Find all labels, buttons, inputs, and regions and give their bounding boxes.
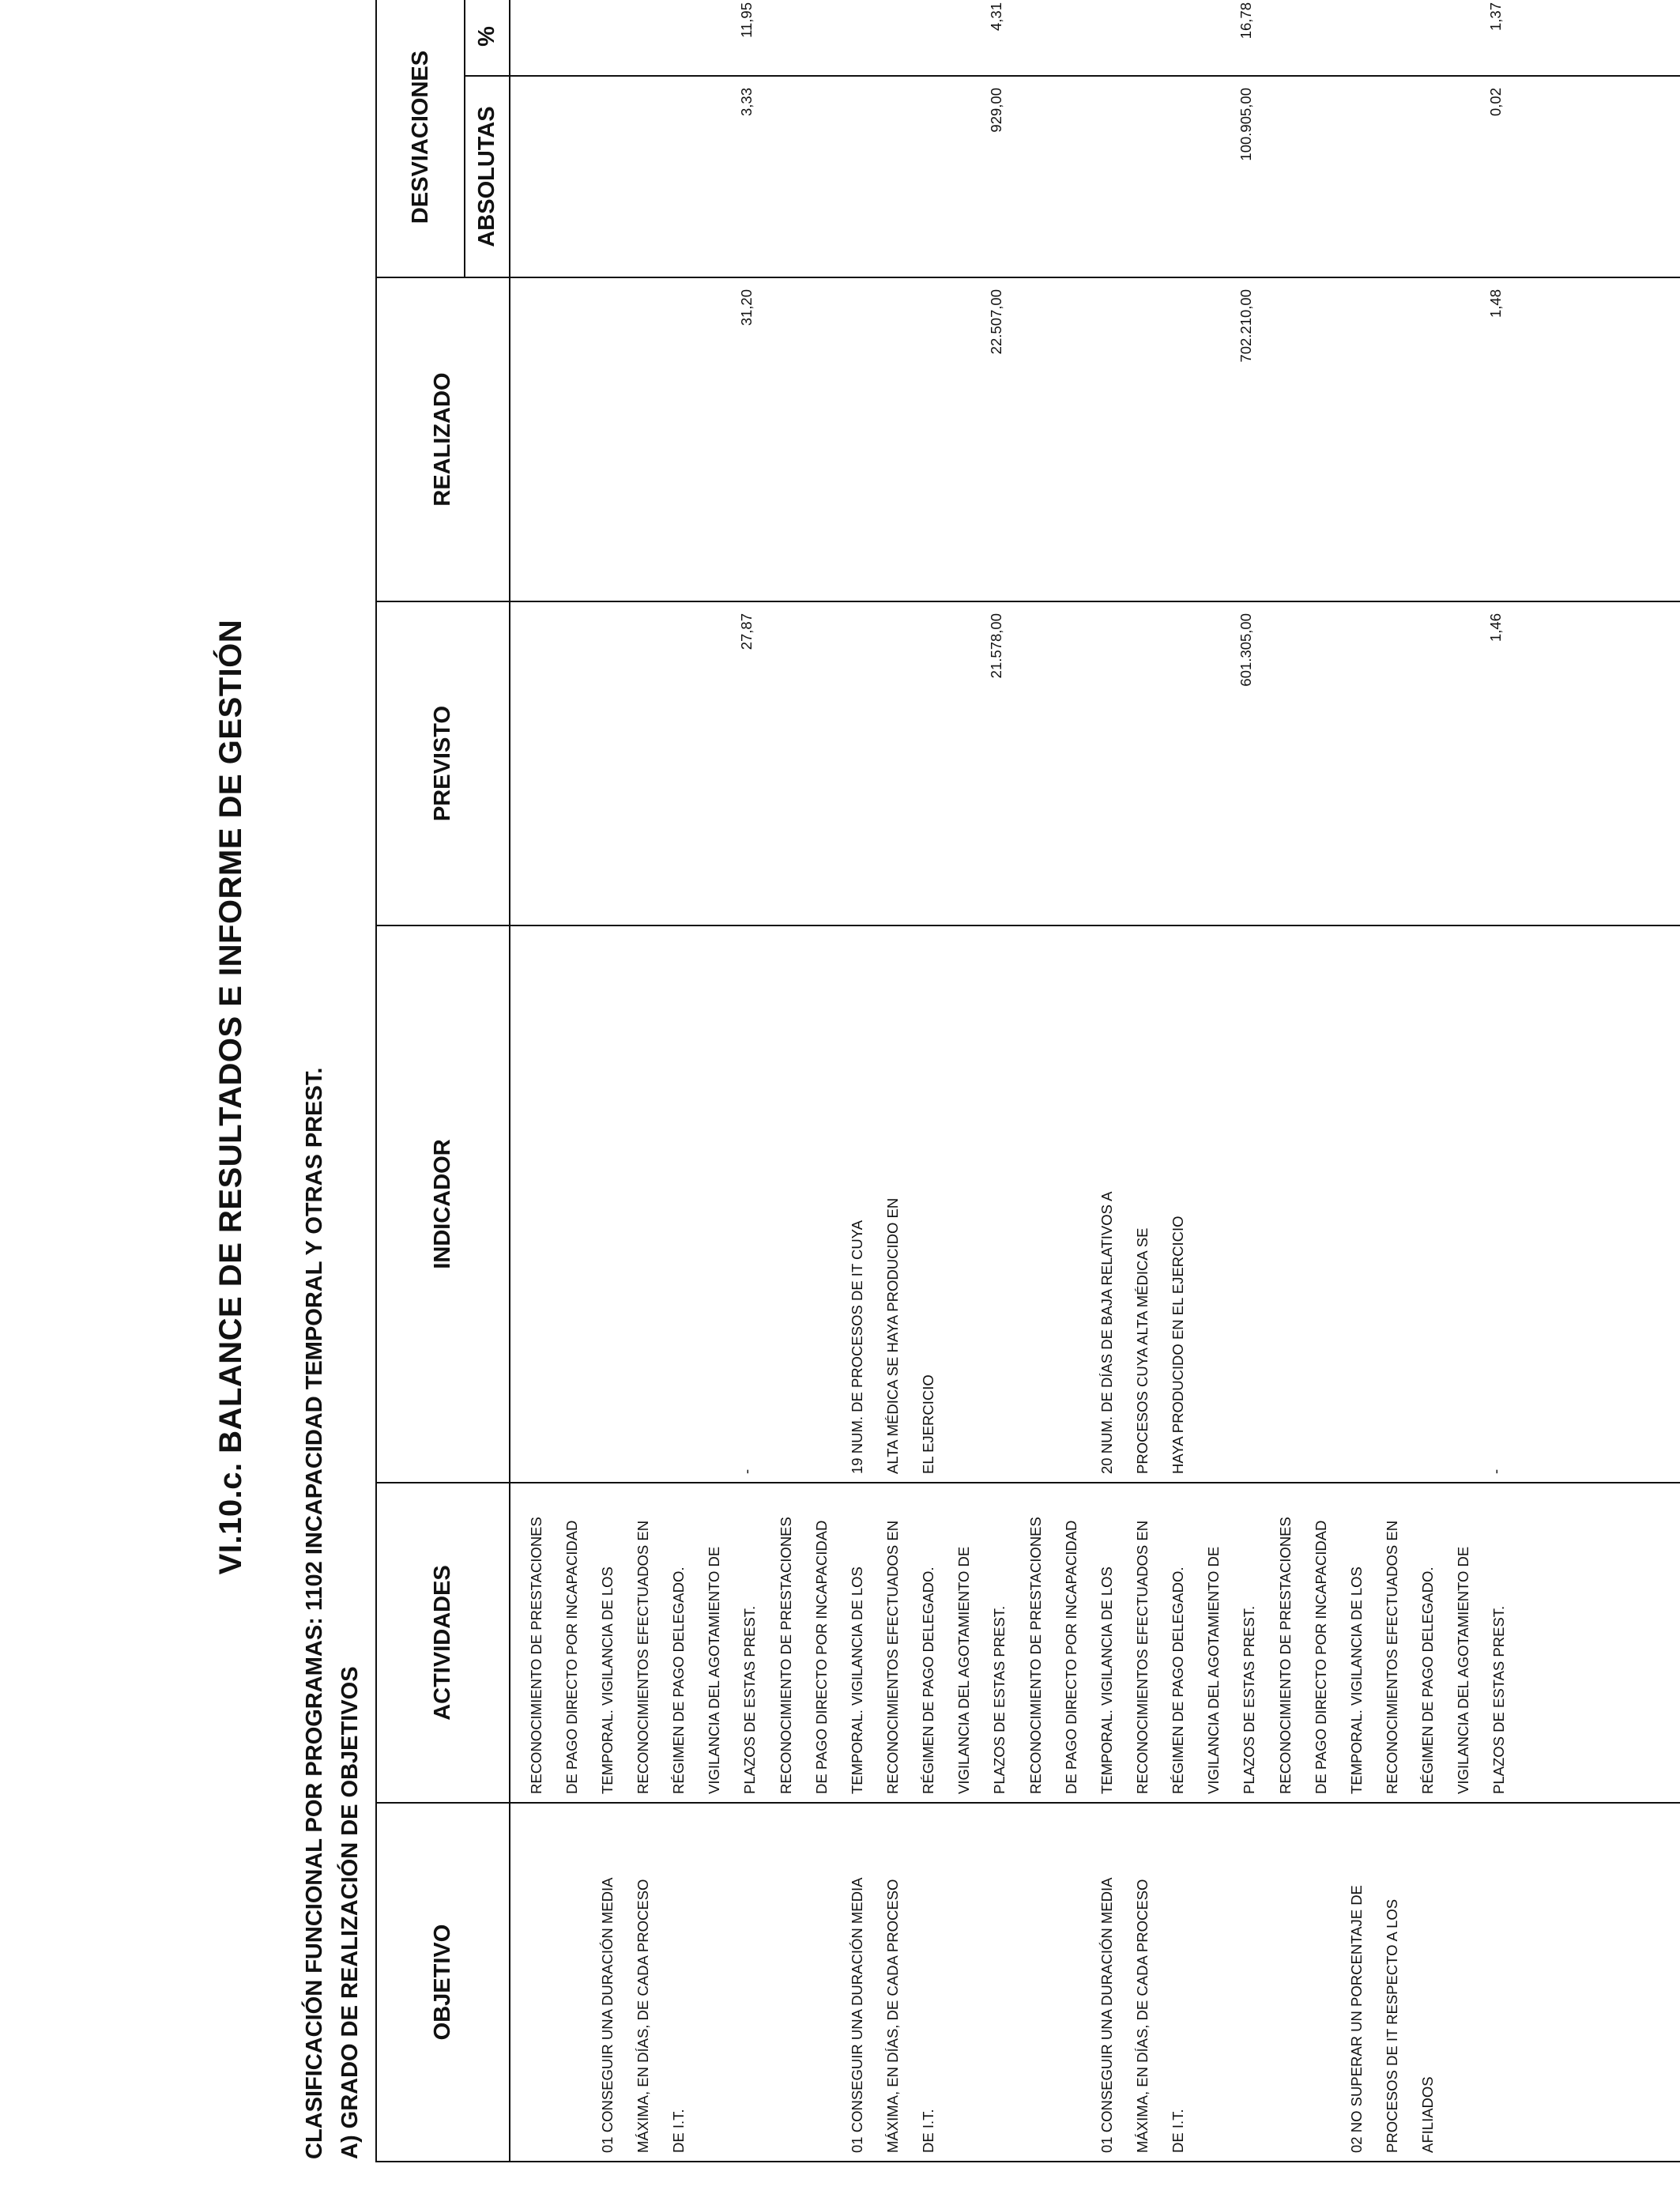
header-realizado: REALIZADO: [376, 277, 510, 601]
indicador-cell: 19 NUM. DE PROCESOS DE IT CUYA ALTA MÉDICA SE HAYA PRODUCIDO EN EL EJERCICIO: [849, 1197, 936, 1474]
realizado-value: 22.507,00: [988, 289, 1004, 355]
realizado-column: [510, 277, 1680, 601]
absolutas-value: 100.905,00: [1237, 88, 1254, 161]
porcentaje-column: [510, 0, 1680, 76]
header-objetivo: OBJETIVO: [376, 1803, 510, 2162]
previsto-value: 601.305,00: [1237, 613, 1254, 687]
actividades-cell: RECONOCIMIENTO DE PRESTACIONES DE PAGO DIRECTO POR INCAPACIDAD TEMPORAL. VIGILANCIA DE LOS RECONOCIMIENTOS EFECTUADOS EN RÉGIMEN DE PAGO DELEGADO. VIGILANCIA DEL AGOTAMIENTO DE PLAZOS DE ESTAS PREST.: [1277, 1517, 1507, 1794]
objetivo-cell: 01 CONSEGUIR UNA DURACIÓN MEDIA MÁXIMA, EN DÍAS, DE CADA PROCESO DE I.T.: [849, 1877, 936, 2153]
porcentaje-value: 1,37: [1487, 2, 1504, 31]
header-desviaciones: DESVIACIONES: [376, 0, 465, 277]
objetivo-column: [510, 1803, 1680, 2162]
objetivo-cell: 01 CONSEGUIR UNA DURACIÓN MEDIA MÁXIMA, EN DÍAS, DE CADA PROCESO DE I.T.: [1098, 1877, 1186, 2153]
indicador-cell: 20 NUM. DE DÍAS DE BAJA RELATIVOS A PROCESOS CUYA ALTA MÉDICA SE HAYA PRODUCIDO EN EL EJERCICIO: [1098, 1191, 1186, 1474]
objetivo-cell: 02 NO SUPERAR UN PORCENTAJE DE PROCESOS DE IT RESPECTO A LOS AFILIADOS: [1348, 1885, 1436, 2153]
objectives-table: [375, 0, 1680, 2162]
actividades-cell: RECONOCIMIENTO DE PRESTACIONES DE PAGO DIRECTO POR INCAPACIDAD TEMPORAL. VIGILANCIA DE LOS RECONOCIMIENTOS EFECTUADOS EN RÉGIMEN DE PAGO DELEGADO. VIGILANCIA DEL AGOTAMIENTO DE PLAZOS DE ESTAS PREST.: [778, 1517, 1008, 1794]
indicador-dash: -: [738, 1468, 755, 1474]
porcentaje-value: 11,95: [738, 2, 755, 38]
header-absolutas: ABSOLUTAS: [465, 76, 510, 277]
previsto-value: 21.578,00: [988, 613, 1004, 679]
realizado-value: 702.210,00: [1237, 289, 1254, 363]
indicador-cell: [1268, 931, 1517, 1474]
header-indicador: INDICADOR: [376, 925, 510, 1483]
actividades-cell: RECONOCIMIENTO DE PRESTACIONES DE PAGO DIRECTO POR INCAPACIDAD TEMPORAL. VIGILANCIA DE LOS RECONOCIMIENTOS EFECTUADOS EN RÉGIMEN DE PAGO DELEGADO. VIGILANCIA DEL AGOTAMIENTO DE PLAZOS DE ESTAS PREST.: [1027, 1517, 1257, 1794]
porcentaje-value: 16,78: [1237, 2, 1254, 40]
indicador-dash: -: [1487, 1468, 1504, 1474]
absolutas-value: 929,00: [988, 88, 1004, 133]
absolutas-column: [510, 76, 1680, 277]
realizado-value: 1,48: [1487, 289, 1504, 319]
absolutas-value: 0,02: [1487, 88, 1504, 117]
realizado-value: 31,20: [738, 289, 755, 326]
previsto-column: [510, 601, 1680, 925]
absolutas-value: 3,33: [738, 88, 755, 117]
table-body: [510, 0, 1680, 2162]
header-actividades: ACTIVIDADES: [376, 1483, 510, 1803]
actividades-cell: RECONOCIMIENTO DE PRESTACIONES DE PAGO DIRECTO POR INCAPACIDAD TEMPORAL. VIGILANCIA DE LOS RECONOCIMIENTOS EFECTUADOS EN RÉGIMEN DE PAGO DELEGADO. VIGILANCIA DEL AGOTAMIENTO DE PLAZOS DE ESTAS PREST.: [528, 1517, 758, 1794]
section-heading: A) GRADO DE REALIZACIÓN DE OBJETIVOS: [337, 1666, 363, 2159]
program-classification: CLASIFICACIÓN FUNCIONAL POR PROGRAMAS: 1102 INCAPACIDAD TEMPORAL Y OTRAS PREST.: [302, 1067, 327, 2159]
porcentaje-value: 4,31: [988, 2, 1004, 31]
header-previsto: PREVISTO: [376, 601, 510, 925]
actividades-column: [510, 1483, 1680, 1803]
indicador-column: [510, 925, 1680, 1483]
header-porcentaje: %: [465, 0, 510, 76]
previsto-value: 1,46: [1487, 613, 1504, 643]
objetivo-cell: 01 CONSEGUIR UNA DURACIÓN MEDIA MÁXIMA, EN DÍAS, DE CADA PROCESO DE I.T.: [599, 1877, 687, 2153]
previsto-value: 27,87: [738, 613, 755, 650]
indicador-cell: [518, 931, 768, 1474]
page-title: VI.10.c. BALANCE DE RESULTADOS E INFORME DE GESTIÓN: [213, 619, 248, 1575]
